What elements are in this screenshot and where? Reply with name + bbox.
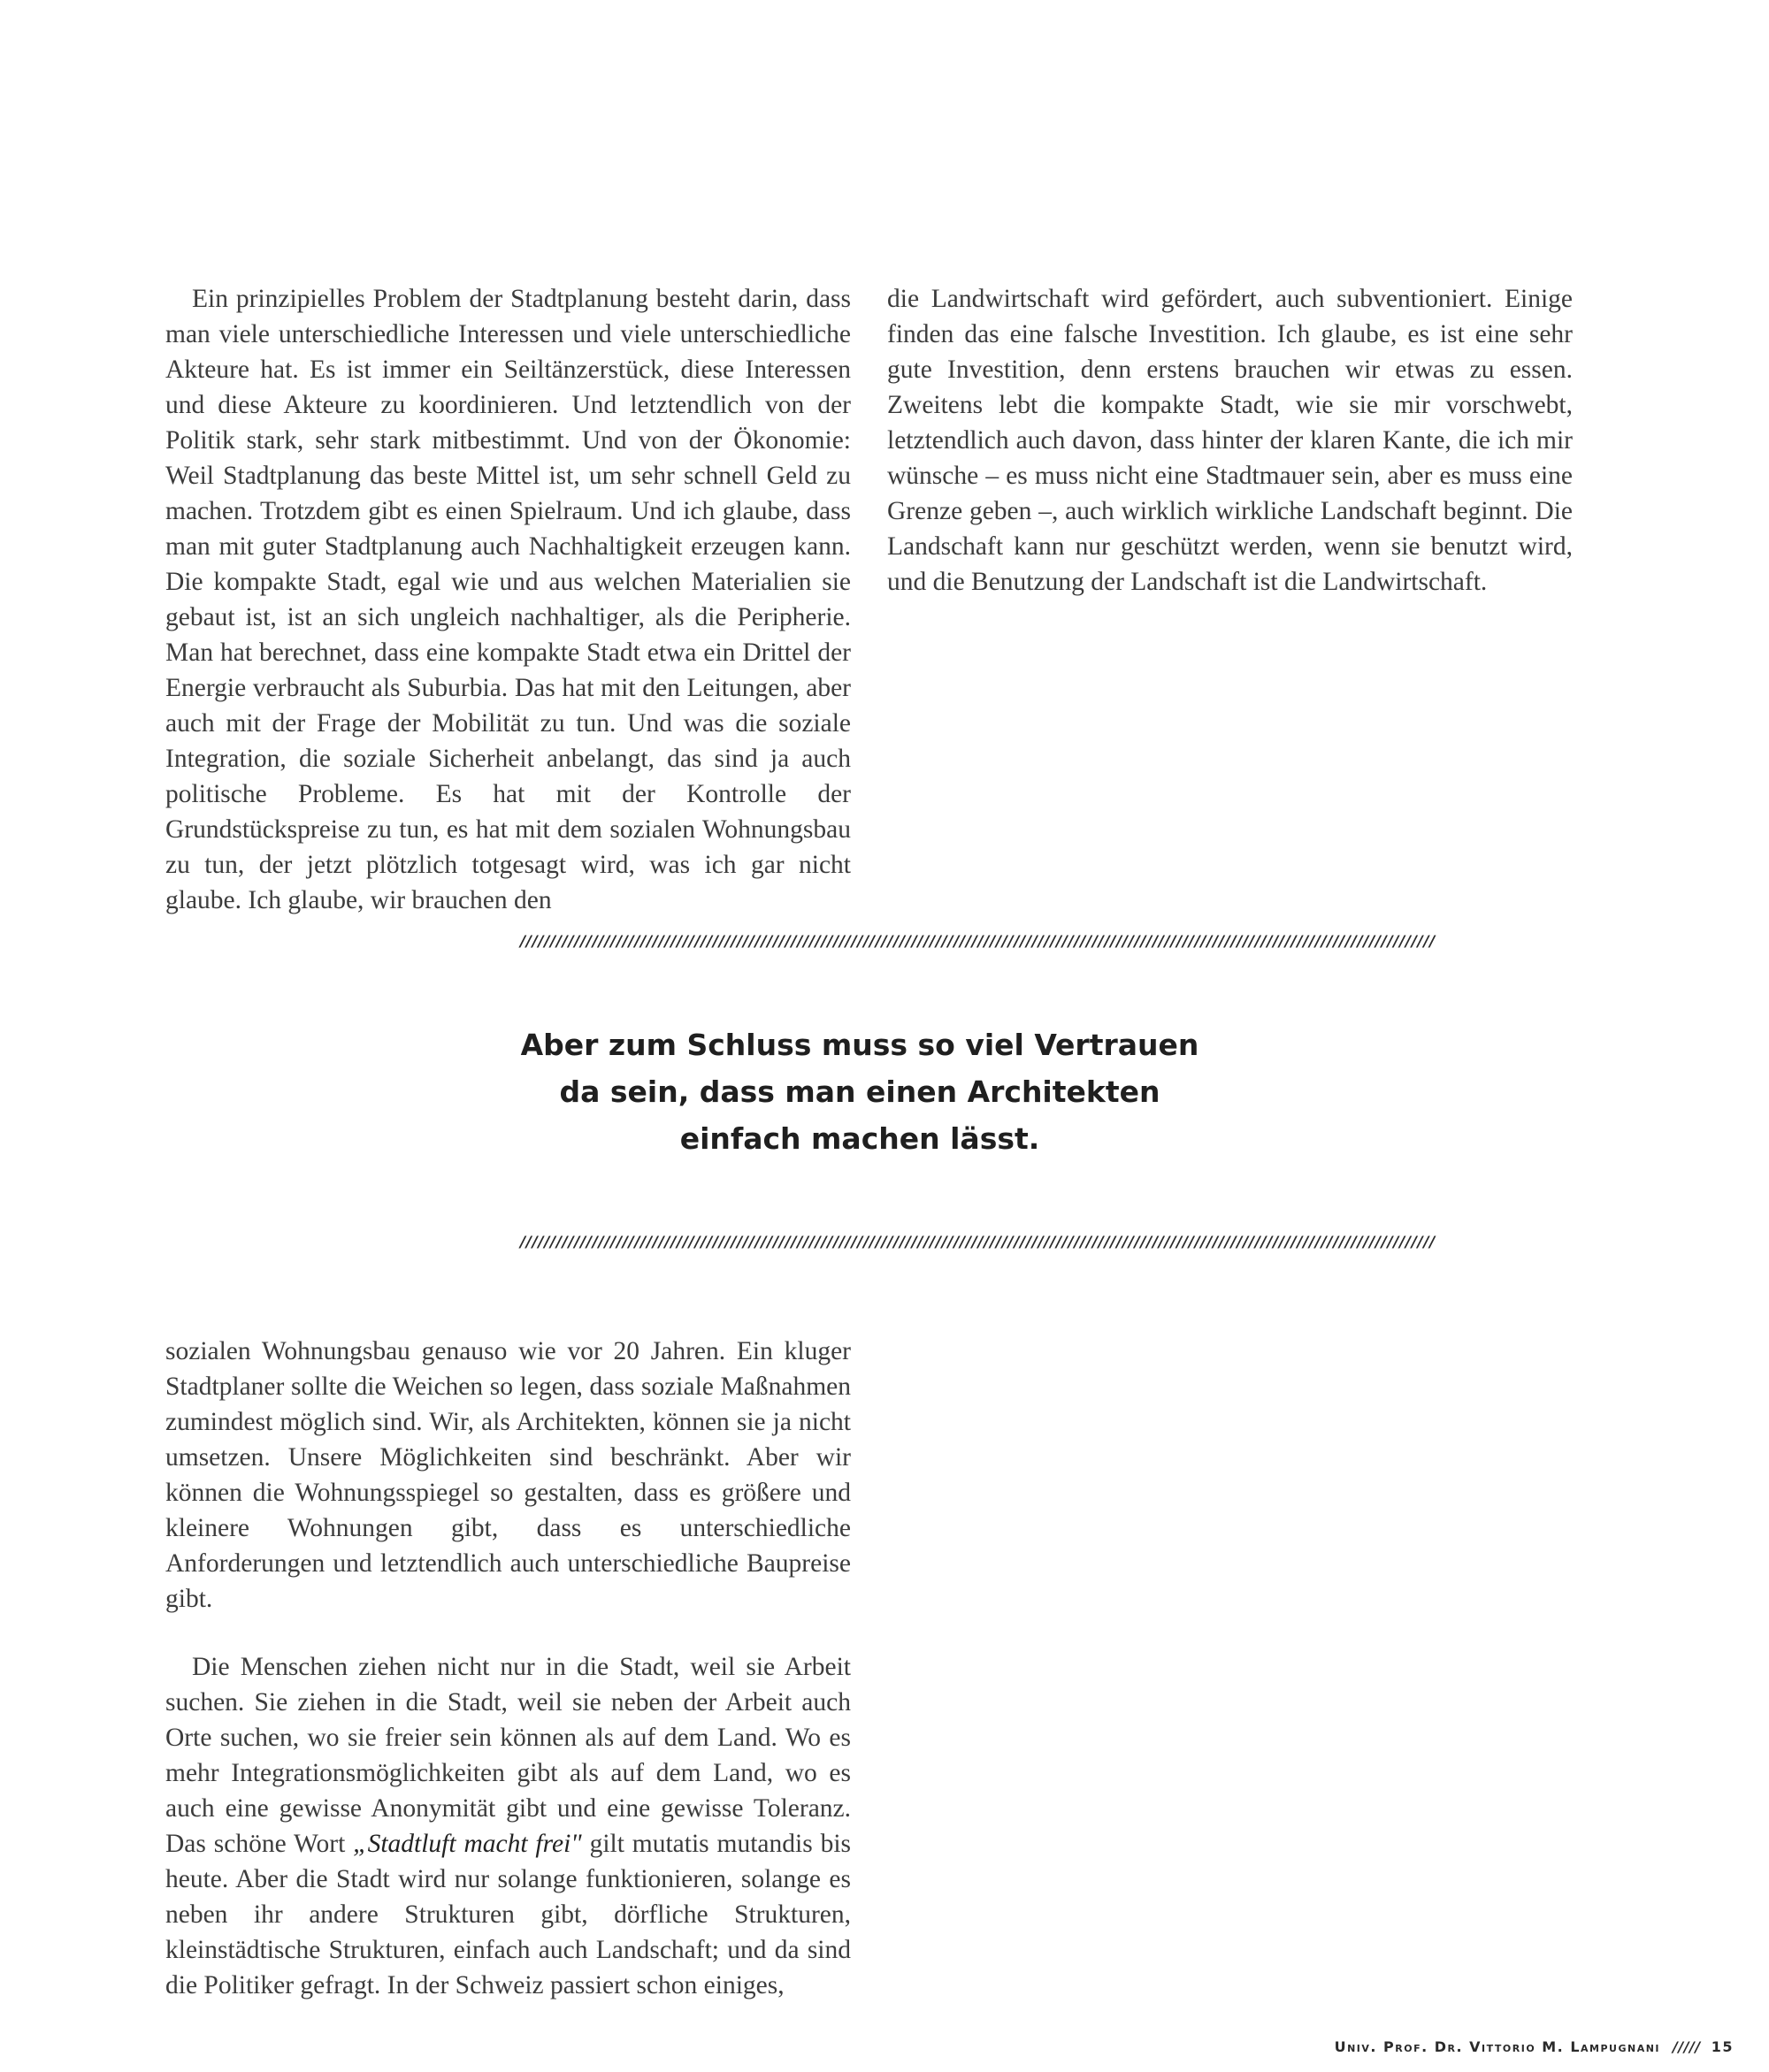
divider-slashes-top: //////////////////////////////////////////////////////////////////////////////////////////////////////////////////////////////////////////////////////// [520, 933, 1436, 951]
footer-author: Univ. Prof. Dr. Vittorio M. Lampugnani [1334, 2038, 1661, 2055]
left-column-top [165, 281, 851, 918]
page-number: 15 [1711, 2038, 1734, 2055]
quote-stadtluft: „Stadtluft macht frei" [353, 1830, 582, 1858]
pull-quote [442, 1021, 1277, 1162]
paragraph-stadtplanung: Ein prinzipielles Problem der Stadtplanung besteht darin, dass man viele unterschiedliche Interessen und viele unterschiedliche Akteure hat. Es ist immer ein Seiltänzerstück, diese Interessen und diese Akteure zu koordinieren. Und letztendlich von der Politik stark, sehr stark mitbestimmt. Und von der Ökonomie: Weil Stadtplanung das beste Mittel ist, um sehr schnell Geld zu machen. Trotzdem gibt es einen Spielraum. Und ich glaube, dass man mit guter Stadtplanung auch Nachhaltigkeit erzeugen kann. Die kompakte Stadt, egal wie und aus welchen Materialien sie gebaut ist, ist an sich ungleich nachhaltiger, als die Peripherie. Man hat berechnet, dass eine kompakte Stadt etwa ein Drittel der Energie verbraucht als Suburbia. Das hat mit den Leitungen, aber auch mit der Frage der Mobilität zu tun. Und was die soziale Integration, die soziale Sicherheit anbelangt, das sind ja auch politische Probleme. Es hat mit der Kontrolle der Grundstückspreise zu tun, es hat mit dem sozialen Wohnungsbau zu tun, der jetzt plötzlich totgesagt wird, was ich gar nicht glaube. Ich glaube, wir brauchen den [165, 285, 851, 914]
paragraph-menschen-text-1: Die Menschen ziehen nicht nur in die Stadt, weil sie Arbeit suchen. Sie ziehen in die Stadt, weil sie neben der Arbeit auch Orte suchen, wo sie freier sein können als auf dem Land. Wo es mehr Integrationsmöglichkeiten gibt als auf dem Land, wo es auch eine gewisse Anonymität gibt und eine gewisse Toleranz. Das schöne Wort [165, 1653, 851, 1858]
divider-slashes-bottom: //////////////////////////////////////////////////////////////////////////////////////////////////////////////////////////////////////////////////////// [520, 1234, 1436, 1251]
left-column-bottom [165, 1334, 851, 2003]
footer-separator: ///// [1673, 2038, 1701, 2055]
paragraph-menschen [165, 1649, 851, 2003]
page-footer [1335, 2038, 1734, 2055]
pull-quote-line-1: Aber zum Schluss muss so viel Vertrauen [520, 1028, 1199, 1062]
pull-quote-line-2: da sein, dass man einen Architekten [559, 1074, 1160, 1109]
paragraph-landwirtschaft: die Landwirtschaft wird gefördert, auch subventioniert. Einige finden das eine falsche Investition. Ich glaube, es ist eine sehr gute Investition, denn erstens brauchen wir etwas zu essen. Zweitens lebt die kompakte Stadt, wie sie mir vorschwebt, letztendlich auch davon, dass hinter der klaren Kante, die ich mir wünsche – es muss nicht eine Stadtmauer sein, aber es muss eine Grenze geben –, auch wirklich wirkliche Landschaft beginnt. Die Landschaft kann nur geschützt werden, wenn sie benutzt wird, und die Benutzung der Landschaft ist die Landwirtschaft. [887, 285, 1573, 596]
right-column-top [887, 281, 1573, 600]
paragraph-wohnungsbau: sozialen Wohnungsbau genauso wie vor 20 Jahren. Ein kluger Stadtplaner sollte die Weichen so legen, dass soziale Maßnahmen zumindest möglich sind. Wir, als Architekten, können sie ja nicht umsetzen. Unsere Möglichkeiten sind beschränkt. Aber wir können die Wohnungsspiegel so gestalten, dass es größere und kleinere Wohnungen gibt, dass es unterschiedliche Anforderungen und letztendlich auch unterschiedliche Baupreise gibt. [165, 1337, 851, 1613]
paragraph-menschen-text-2: gilt mutatis mutandis bis heute. Aber die Stadt wird nur solange funktionieren, solange es neben ihr andere Strukturen gibt, dörfliche Strukturen, kleinstädtische Strukturen, einfach auch Landschaft; und da sind die Politiker gefragt. In der Schweiz passiert schon einiges, [165, 1830, 851, 1999]
pull-quote-line-3: einfach machen lässt. [679, 1121, 1040, 1156]
